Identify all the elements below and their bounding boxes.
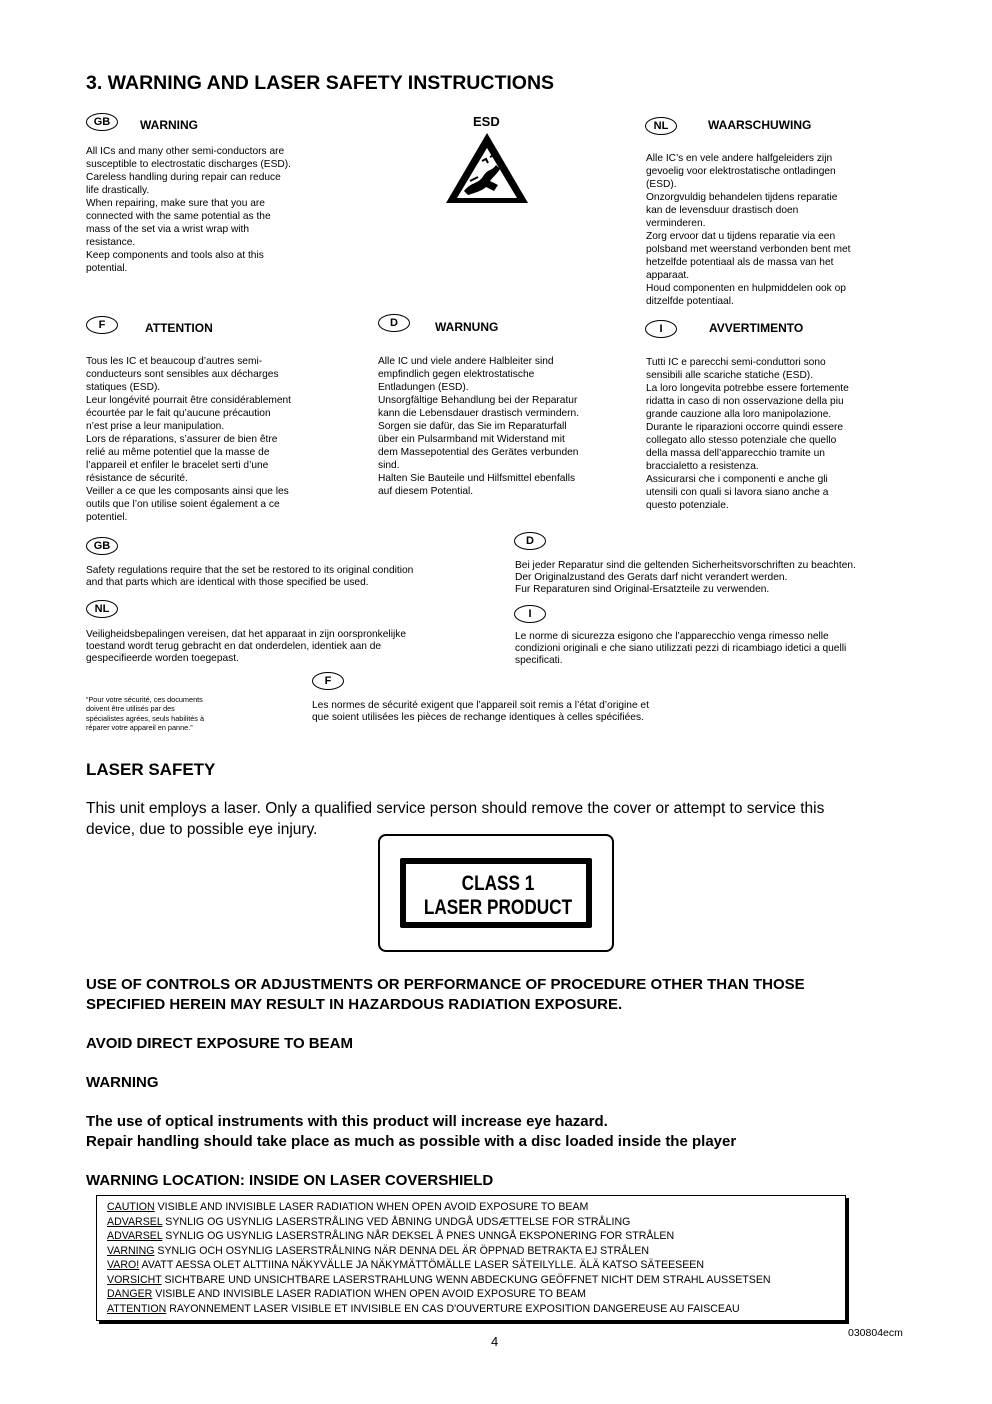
laser-warning-keyword: ADVARSEL: [107, 1215, 163, 1228]
warning-text-nl: Alle IC’s en vele andere halfgeleiders zijn gevoelig voor elektrostatische ontladingen (ESD). Onzorgvuldig behandelen tijdens reparatie kan de levensduur drastisch doen verminderen. Zorg ervoor dat u tijdens reparatie via een polsband met weerstand verbonden bent met hetzelfde potentiaal als de massa van het apparaat. Houd componenten en hulpmiddelen ook op ditzelfde potentiaal.: [646, 153, 851, 307]
laser-warning-keyword: DANGER: [107, 1288, 153, 1300]
warning-label-d: WARNUNG: [435, 320, 499, 334]
class1-line1: CLASS 1: [461, 872, 535, 895]
laser-warning-keyword: ADVARSEL: [107, 1230, 163, 1242]
safety-text-f: Les normes de sécurité exigent que l’appareil soit remis a l’état d’origine et que soient utilisées les pièces de rechange identiques à celles spécifiées.: [312, 700, 649, 724]
safety-badge-f: F: [312, 672, 344, 690]
warning-label-f: ATTENTION: [145, 321, 213, 335]
warning-text-f: Tous les IC et beaucoup d’autres semi- conducteurs sont sensibles aux décharges statiques (ESD). Leur longévité pourrait être considérablement écourtée par le fait qu’aucune précaution n’est prise a leur manipulation. Lors de réparations, s’assurer de bien être relié au même potentiel que la masse de l’appareil et enfiler le bracelet serti d’une résistance de sécurité. Veiller a ce que les composants ainsi que les outils que l’on utilise soient également a ce potentiel.: [86, 356, 292, 523]
optical-instruments-warning: The use of optical instruments with this product will increase eye hazard. Repair handling should take place as much as possible with a disc loaded inside the player: [86, 1113, 737, 1150]
safety-badge-nl: NL: [86, 600, 118, 618]
safety-text-i: Le norme di sicurezza esigono che l’apparecchio venga rimesso nelle condizioni originali e che siano utilizzati pezzi di ricambiago idetici a quelli specificati.: [515, 631, 847, 667]
warning-text-i: Tutti IC e parecchi semi-conduttori sono sensibili alle scariche statiche (ESD). La loro longevita potrebbe essere fortemente ridatta in caso di non osservazione della piu grande cauzione alla loro manipolazione. Durante le riparazioni occorre quindi essere collegato allo stesso potenziale che quello della massa dell’apparecchio tramite un braccialetto a resistenza. Assicurarsi che i componenti e anche gli utensili con quali si lavora siano anche a questo potenziale.: [646, 357, 849, 511]
laser-warning-text: SYNLIG OCH OSYNLIG LASERSTRÅLNING NÄR DENNA DEL ÄR ÖPPNAD BETRAKTA EJ STRÅLEN: [154, 1244, 649, 1257]
warning-heading: WARNING: [86, 1074, 159, 1091]
language-badge-i: I: [645, 320, 677, 338]
laser-intro: This unit employs a laser. Only a qualified service person should remove the cover or attempt to service this device, due to possible eye injury.: [86, 800, 825, 838]
laser-warning-text: VISIBLE AND INVISIBLE LASER RADIATION WHEN OPEN AVOID EXPOSURE TO BEAM: [154, 1201, 589, 1213]
warning-text-gb: All ICs and many other semi-conductors are susceptible to electrostatic discharges (ESD). Careless handling during repair can reduce life drastically. When repairing, make sure that you are connected with the same potential as the mass of the set via a wrist wrap with resistance. Keep components and tools also at this potential.: [86, 146, 291, 274]
laser-warning-text: RAYONNEMENT LASER VISIBLE ET INVISIBLE EN CAS D'OUVERTURE EXPOSITION DANGEREUSE AU FAISCEAU: [166, 1302, 740, 1315]
safety-note-f: “Pour votre sécurité, ces documents doivent être utilisés par des spécialistes agrées, seuls habilités à réparer votre appareil en panne.”: [86, 695, 205, 733]
laser-warning-text: SYNLIG OG USYNLIG LASERSTRÅLING VED ÅBNING UNDGÅ UDSÆTTELSE FOR STRÅLING: [162, 1215, 631, 1228]
safety-text-d: Bei jeder Reparatur sind die geltenden Sicherheitsvorschriften zu beachten. Der Originalzustand des Gerats darf nicht verandert werden. Fur Reparaturen sind Original-Ersatzteile zu verwenden.: [515, 560, 856, 596]
laser-warning-keyword: ATTENTION: [107, 1302, 167, 1315]
language-badge-nl: NL: [645, 117, 677, 135]
laser-warning-line: [107, 1259, 704, 1271]
laser-warning-keyword: CAUTION: [107, 1201, 155, 1213]
laser-warning-line: [107, 1230, 674, 1242]
warning-label-i: AVVERTIMENTO: [709, 321, 804, 335]
laser-warning-box: [96, 1195, 846, 1321]
document-code: 030804ecm: [848, 1327, 903, 1339]
language-badge-f: F: [86, 316, 118, 334]
laser-warning-line: [107, 1288, 586, 1300]
laser-warning-text: AVATT AESSA OLET ALTTIINA NÄKYVÄLLE JA NÄKYMÄTTÖMÄLLE LASER SÄTEILYLLE. ÄLÄ KATSO SÄTEESEEN: [139, 1259, 705, 1271]
language-badge-d: D: [378, 314, 410, 332]
safety-text-nl: Veiligheidsbepalingen vereisen, dat het apparaat in zijn oorspronkelijke toestand wordt terug gebracht en dat onderdelen, identiek aan de gespecifieerde worden toegepast.: [86, 629, 406, 665]
laser-warning-line: [107, 1245, 649, 1257]
esd-label: ESD: [473, 114, 500, 129]
laser-warning-keyword: VARO!: [107, 1259, 140, 1271]
laser-warning-keyword: VARNING: [107, 1244, 155, 1257]
laser-warning-keyword: VORSICHT: [107, 1273, 162, 1286]
page-title: 3. WARNING AND LASER SAFETY INSTRUCTIONS: [86, 72, 555, 94]
safety-text-gb: Safety regulations require that the set be restored to its original condition and that parts which are identical with those specified be used.: [86, 565, 414, 589]
laser-safety-heading: LASER SAFETY: [86, 760, 216, 779]
laser-warning-line: [107, 1303, 740, 1315]
page-number: 4: [491, 1334, 499, 1349]
laser-warning-text: SICHTBARE UND UNSICHTBARE LASERSTRAHLUNG WENN ABDECKUNG GEÖFFNET NICHT DEM STRAHL AUSSETSEN: [161, 1273, 771, 1286]
esd-warning-icon: [444, 131, 530, 205]
laser-warning-text: VISIBLE AND INVISIBLE LASER RADIATION WHEN OPEN AVOID EXPOSURE TO BEAM: [152, 1288, 587, 1300]
warning-label-gb: WARNING: [140, 118, 198, 132]
warning-location: WARNING LOCATION: INSIDE ON LASER COVERSHIELD: [86, 1172, 494, 1189]
laser-warning-line: [107, 1216, 630, 1228]
avoid-exposure: AVOID DIRECT EXPOSURE TO BEAM: [86, 1035, 353, 1052]
warning-text-d: Alle IC und viele andere Halbleiter sind empfindlich gegen elektrostatische Entladungen (ESD). Unsorgfältige Behandlung bei der Reparatur kann die Lebensdauer drastisch vermindern. Sorgen sie dafür, das Sie im Reparaturfall über ein Pulsarmband mit Widerstand mit dem Massepotential des Gerätes verbunden sind. Halten Sie Bauteile und Hilfsmittel ebenfalls auf diesem Potential.: [378, 356, 580, 497]
laser-warning-text: SYNLIG OG USYNLIG LASERSTRÅLING NÅR DEKSEL Å PNES UNNGÅ EKSPONERING FOR STRÅLEN: [162, 1230, 675, 1242]
class1-line2: LASER PRODUCT: [423, 896, 573, 919]
laser-warning-line: [107, 1274, 771, 1286]
warning-label-nl: WAARSCHUWING: [708, 118, 812, 132]
laser-warning-line: [107, 1201, 588, 1213]
safety-badge-i: I: [514, 605, 546, 623]
class1-laser-label: [378, 834, 614, 952]
controls-warning: USE OF CONTROLS OR ADJUSTMENTS OR PERFORMANCE OF PROCEDURE OTHER THAN THOSE SPECIFIED HEREIN MAY RESULT IN HAZARDOUS RADIATION EXPOSURE.: [86, 976, 805, 1013]
safety-badge-d: D: [514, 532, 546, 550]
safety-badge-gb: GB: [86, 537, 118, 555]
language-badge-gb: GB: [86, 113, 118, 131]
